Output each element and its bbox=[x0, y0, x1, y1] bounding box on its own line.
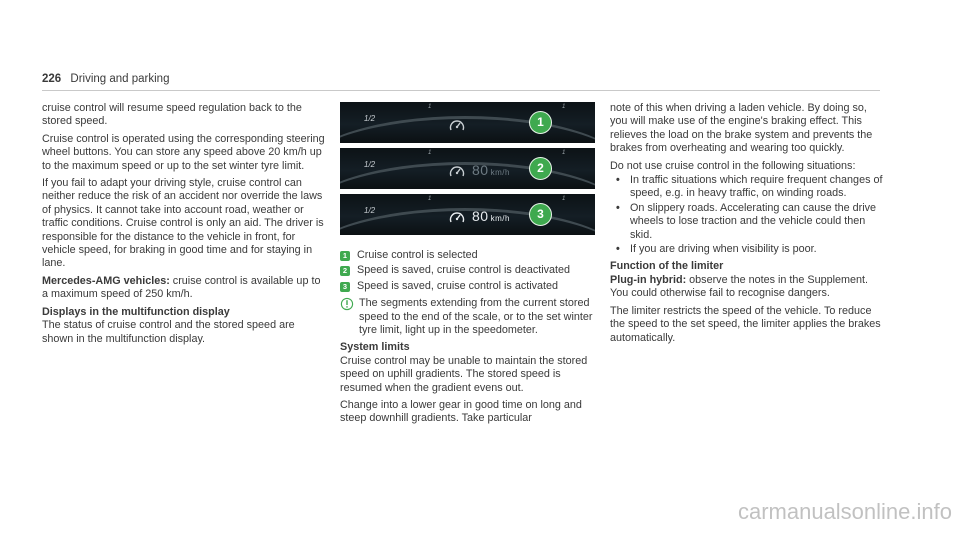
display-panel-3 bbox=[340, 194, 595, 235]
section-heading: Displays in the multifunction display bbox=[42, 305, 230, 318]
scale-fraction: 1/2 bbox=[364, 114, 376, 123]
plugin-text: observe the notes in the Supplement. You could otherwise fail to recognise dangers. bbox=[610, 273, 869, 300]
list-item bbox=[610, 243, 885, 256]
legend-number: 1 bbox=[340, 251, 350, 261]
legend-item bbox=[340, 249, 605, 262]
column-middle bbox=[340, 247, 605, 426]
scale-tick: 1 bbox=[428, 104, 432, 110]
amg-paragraph bbox=[42, 275, 327, 302]
display-panel-1 bbox=[340, 102, 595, 143]
legend-text: Speed is saved, cruise control is activated bbox=[357, 279, 559, 292]
column-right bbox=[610, 102, 885, 345]
legend-text: Speed is saved, cruise control is deactivated bbox=[357, 264, 571, 277]
header-divider bbox=[42, 90, 880, 91]
note-icon bbox=[340, 297, 354, 311]
list-item bbox=[610, 202, 885, 242]
display-panel-2 bbox=[340, 148, 595, 189]
paragraph: The limiter restricts the speed of the vehicle. To reduce the speed to the set speed, the limiter applies the brakes automatically. bbox=[610, 304, 881, 344]
list-item-text: If you are driving when visibility is poor. bbox=[630, 243, 817, 256]
note-text: The segments extending from the current stored speed to the end of the scale, or to the set winter tyre limit, light up in the speedometer. bbox=[359, 297, 593, 337]
legend-text: Cruise control is selected bbox=[357, 249, 478, 261]
scale-fraction: 1/2 bbox=[364, 160, 376, 169]
page-header bbox=[42, 73, 169, 85]
speed-value: 80 bbox=[472, 208, 489, 224]
legend-item bbox=[340, 264, 605, 277]
cruise-control-icon bbox=[449, 119, 465, 132]
speed-unit: km/h bbox=[490, 214, 510, 223]
plugin-label: Plug-in hybrid: bbox=[610, 273, 687, 286]
scale-tick: 1 bbox=[562, 196, 566, 202]
paragraph: Change into a lower gear in good time on long and steep downhill gradients. Take particular bbox=[340, 399, 582, 425]
list-item-text: In traffic situations which require frequent changes of speed, e.g. in heavy traffic, on winding roads. bbox=[630, 174, 883, 200]
scale-fraction: 1/2 bbox=[364, 206, 376, 215]
stored-speed bbox=[472, 162, 510, 178]
bullet-list bbox=[610, 174, 885, 256]
page-number: 226 bbox=[42, 73, 62, 85]
stored-speed bbox=[472, 208, 510, 224]
list-item-text: On slippery roads. Accelerating can cause the drive wheels to lose traction and the vehicle could then skid. bbox=[630, 201, 877, 241]
speedometer-scale bbox=[340, 162, 595, 189]
cruise-control-figure bbox=[340, 102, 595, 235]
section-heading: System limits bbox=[340, 341, 410, 354]
speed-unit: km/h bbox=[490, 168, 510, 177]
callout-2: 2 bbox=[529, 157, 552, 180]
bullet-icon: • bbox=[616, 201, 620, 214]
bullet-icon: • bbox=[616, 243, 620, 256]
speedometer-scale bbox=[340, 116, 595, 143]
legend-item bbox=[340, 280, 605, 293]
bullet-icon: • bbox=[616, 174, 620, 187]
amg-text: cruise control is available up to a maximum speed of 250 km/h. bbox=[42, 274, 321, 301]
section-title: Driving and parking bbox=[70, 73, 170, 85]
speed-value: 80 bbox=[472, 162, 489, 178]
legend-number: 3 bbox=[340, 282, 350, 292]
paragraph: Do not use cruise control in the following situations: bbox=[610, 159, 856, 172]
section-heading: Function of the limiter bbox=[610, 260, 724, 273]
scale-tick: 1 bbox=[562, 104, 566, 110]
paragraph: Cruise control may be unable to maintain the stored speed on uphill gradients. The stored speed is resumed when the gradient evens out. bbox=[340, 354, 588, 394]
paragraph: Cruise control is operated using the corresponding steering wheel buttons. You can store any speed above 20 km/h up to the maximum speed or up to the set winter tyre limit. bbox=[42, 132, 325, 172]
paragraph: note of this when driving a laden vehicle. By doing so, you will make use of the engine's braking effect. This relieves the load on the brake system and prevents the brakes from overheating and wearing too quickly. bbox=[610, 102, 873, 155]
callout-1: 1 bbox=[529, 111, 552, 134]
scale-tick: 1 bbox=[428, 196, 432, 202]
scale-tick: 1 bbox=[428, 150, 432, 156]
list-item bbox=[610, 174, 885, 201]
column-left bbox=[42, 102, 327, 346]
amg-label: Mercedes-AMG vehicles: bbox=[42, 274, 170, 287]
paragraph: If you fail to adapt your driving style, cruise control can neither reduce the risk of an accident nor override the laws of physics. It cannot take into account road, weather or traffic conditions. Cruise control is only an aid. The driver is responsible for the distance to the vehicle in front, for vehicle speed, for braking in good time and for staying in lane. bbox=[42, 177, 324, 270]
speedometer-scale bbox=[340, 208, 595, 235]
watermark: carmanualsonline.info bbox=[737, 499, 952, 524]
cruise-control-icon bbox=[449, 165, 465, 178]
plugin-paragraph bbox=[610, 274, 885, 301]
paragraph: cruise control will resume speed regulation back to the stored speed. bbox=[42, 102, 302, 128]
paragraph: The status of cruise control and the stored speed are shown in the multifunction display. bbox=[42, 319, 295, 345]
note bbox=[340, 297, 605, 337]
cruise-control-icon bbox=[449, 211, 465, 224]
scale-tick: 1 bbox=[562, 150, 566, 156]
legend-number: 2 bbox=[340, 266, 350, 276]
callout-3: 3 bbox=[529, 203, 552, 226]
